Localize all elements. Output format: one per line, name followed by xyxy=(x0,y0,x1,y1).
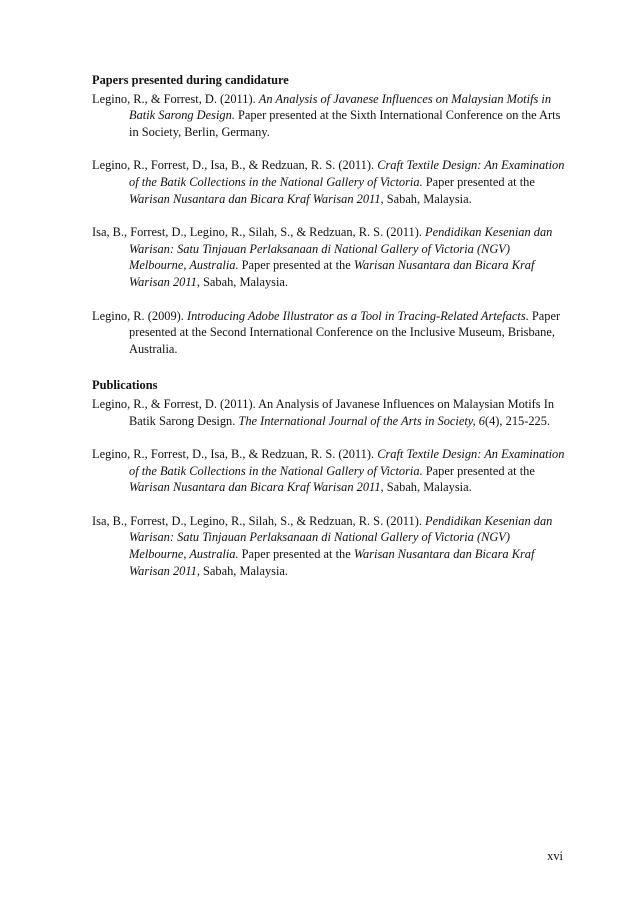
paper-entry: Legino, R. (2009). Introducing Adobe Illustrator as a Tool in Tracing-Related Artefacts. Paper presented at the Second International Conference on the Inclusive Museum, Brisbane, Australia. xyxy=(92,308,561,356)
paper-entry: Isa, B., Forrest, D., Legino, R., Silah, S., & Redzuan, R. S. (2011). Pendidikan Kesenian dan Warisan: Satu Tinjauan Perlaksanaan di National Gallery of Victoria (NGV) Melbourne, Australia. Paper presented at the Warisan Nusantara dan Bicara Kraf Warisan 2011, Sabah, Malaysia. xyxy=(92,225,553,289)
publication-entry: Legino, R., & Forrest, D. (2011). An Analysis of Javanese Influences on Malaysian Motifs In Batik Sarong Design. The International Journal of the Arts in Society, 6(4), 215-225. xyxy=(92,396,555,428)
publication-entry: Isa, B., Forrest, D., Legino, R., Silah, S., & Redzuan, R. S. (2011). Pendidikan Kesenian dan Warisan: Satu Tinjauan Perlaksanaan di National Gallery of Victoria (NGV) Melbourne, Australia. Paper presented at the Warisan Nusantara dan Bicara Kraf Warisan 2011, Sabah, Malaysia. xyxy=(92,513,553,578)
paper-entry: Legino, R., Forrest, D., Isa, B., & Redzuan, R. S. (2011). Craft Textile Design: An Examination of the Batik Collections in the National Gallery of Victoria. Paper presented at the Warisan Nusantara dan Bicara Kraf Warisan 2011, Sabah, Malaysia. xyxy=(92,158,565,206)
publications-heading: Publications xyxy=(92,378,158,393)
paper-entry: Legino, R., & Forrest, D. (2011). An Analysis of Javanese Influences on Malaysian Motifs in Batik Sarong Design. Paper presented at the Sixth International Conference on the Arts in Society, Berlin, Germany. xyxy=(92,91,561,139)
page-number: xvi xyxy=(547,849,563,863)
document-body xyxy=(92,72,568,596)
papers-heading: Papers presented during candidature xyxy=(92,73,289,87)
publication-entry: Legino, R., Forrest, D., Isa, B., & Redzuan, R. S. (2011). Craft Textile Design: An Examination of the Batik Collections in the National Gallery of Victoria. Paper presented at the Warisan Nusantara dan Bicara Kraf Warisan 2011, Sabah, Malaysia. xyxy=(92,447,565,495)
